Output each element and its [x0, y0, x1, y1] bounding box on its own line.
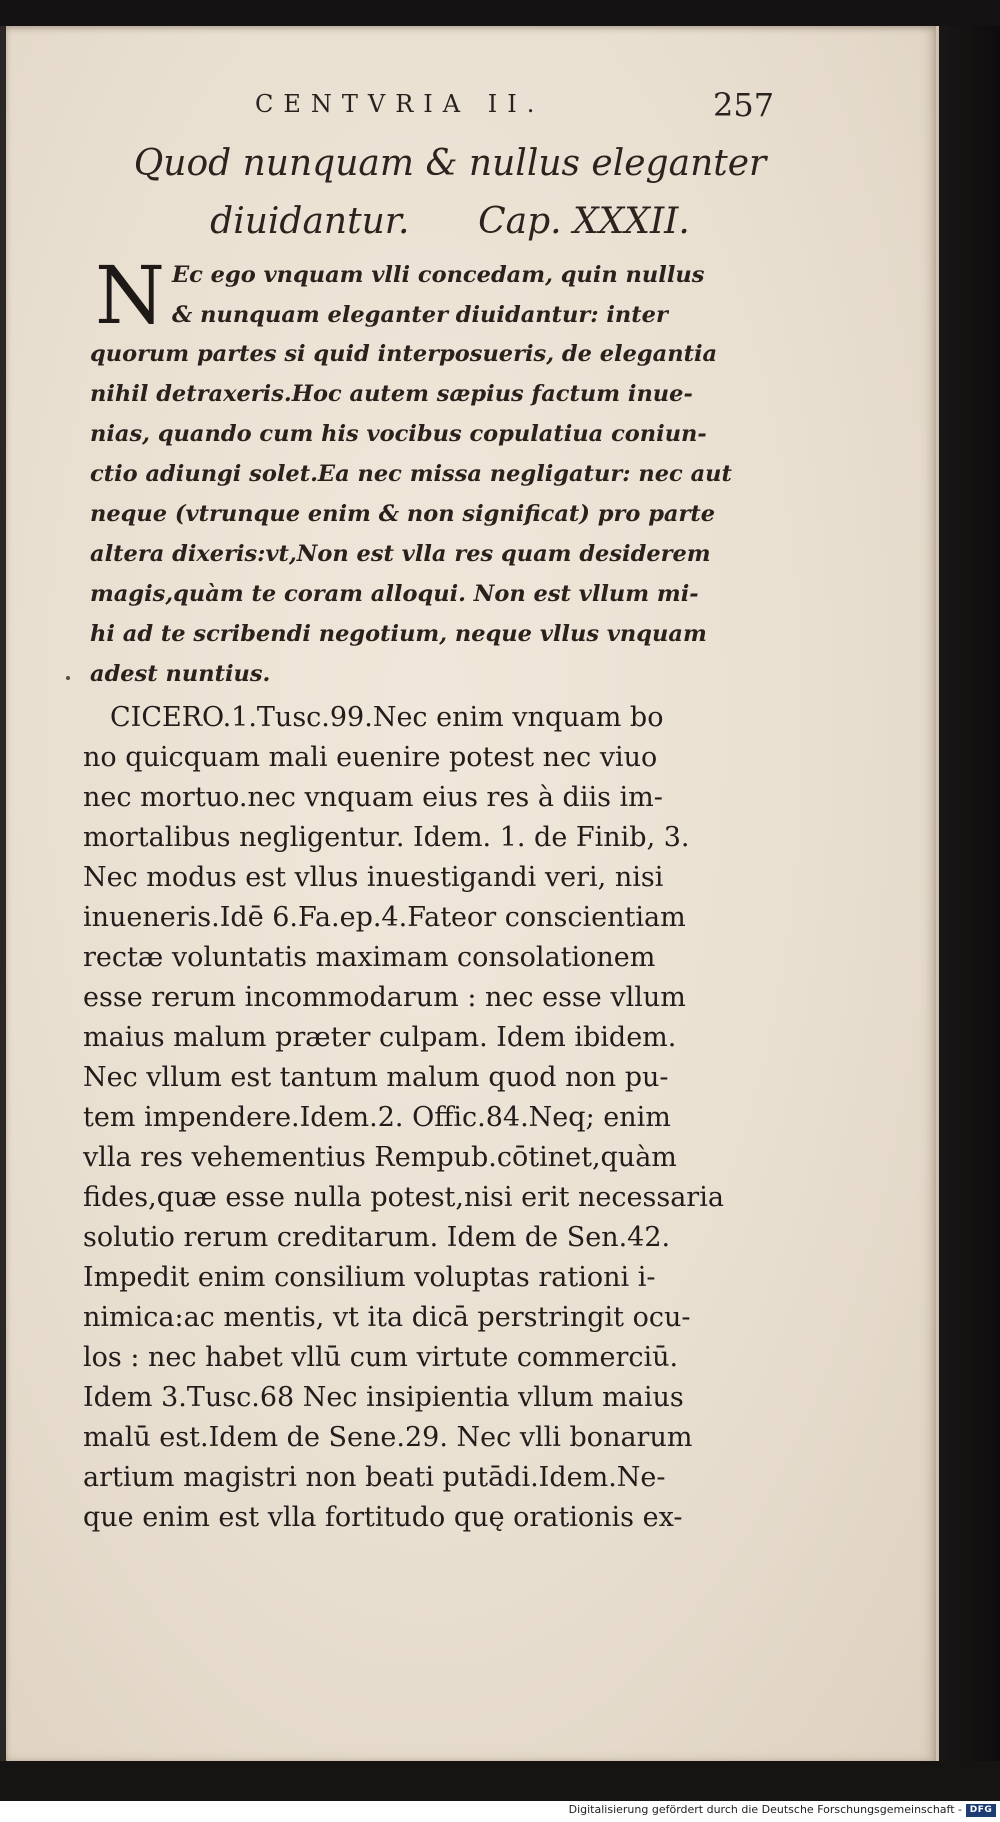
- italic-line: nihil detraxeris.Hoc autem sæpius factum inue-: [90, 381, 693, 407]
- chapter-title-line-1: Quod nunquam & nullus eleganter: [133, 143, 767, 184]
- roman-line: artium magistri non beati putādi.Idem.Ne-: [83, 1462, 666, 1493]
- roman-line: fides,quæ esse nulla potest,nisi erit necessaria: [83, 1182, 724, 1213]
- roman-line: Nec vllum est tantum malum quod non pu-: [83, 1062, 669, 1093]
- scan-bottom-edge: [0, 1761, 1000, 1801]
- chapter-title: [60, 135, 840, 251]
- roman-line: mortalibus negligentur. Idem. 1. de Finib, 3.: [83, 822, 690, 853]
- page-number: 257: [713, 86, 775, 124]
- roman-line: Nec modus est vllus inuestigandi veri, nisi: [83, 862, 664, 893]
- italic-line: hi ad te scribendi negotium, neque vllus vnquam: [90, 621, 707, 647]
- roman-line: rectæ voluntatis maximam consolationem: [83, 942, 656, 973]
- roman-line: inueneris.Idē 6.Fa.ep.4.Fateor conscientiam: [83, 902, 686, 933]
- italic-line: magis,quàm te coram alloqui. Non est vllum mi-: [90, 581, 699, 607]
- roman-line: tem impendere.Idem.2. Offic.84.Neq; enim: [83, 1102, 671, 1133]
- roman-line: Idem 3.Tusc.68 Nec insipientia vllum maius: [83, 1382, 684, 1413]
- roman-line: solutio rerum creditarum. Idem de Sen.42.: [83, 1222, 671, 1253]
- running-head: CENTVRIA II.: [255, 90, 545, 118]
- italic-line: & nunquam eleganter diuidantur: inter: [172, 302, 668, 328]
- chapter-title-line-2: diuidantur. Cap. XXXII.: [210, 201, 690, 242]
- italic-line: altera dixeris:vt,Non est vlla res quam desiderem: [90, 541, 711, 567]
- italic-line: quorum partes si quid interposueris, de elegantia: [90, 341, 718, 367]
- scan-top-edge: [0, 0, 1000, 26]
- roman-line: vlla res vehementius Rempub.cōtinet,quàm: [83, 1142, 677, 1173]
- italic-line: nias, quando cum his vocibus copulatiua coniun-: [90, 421, 707, 447]
- roman-line: nec mortuo.nec vnquam eius res à diis im-: [83, 782, 663, 813]
- margin-mark: [66, 676, 70, 680]
- roman-line: CICERO.1.Tusc.99.Nec enim vnquam bo: [110, 702, 664, 733]
- roman-line: maius malum præter culpam. Idem ibidem.: [83, 1022, 677, 1053]
- italic-line: neque (vtrunque enim & non significat) pro parte: [90, 501, 716, 527]
- dfg-logo: DFG: [966, 1804, 996, 1817]
- roman-line: Impedit enim consilium voluptas rationi i-: [83, 1262, 656, 1293]
- roman-line: los : nec habet vllū cum virtute commerciū.: [83, 1342, 679, 1373]
- roman-line: no quicquam mali euenire potest nec viuo: [83, 742, 658, 773]
- roman-line: que enim est vlla fortitudo quę orationis ex-: [83, 1502, 683, 1533]
- drop-cap: N: [95, 249, 165, 342]
- funding-credit: Digitalisierung gefördert durch die Deutsche Forschungsgemeinschaft -: [568, 1803, 962, 1816]
- italic-line: adest nuntius.: [90, 661, 271, 687]
- roman-line: esse rerum incommodarum : nec esse vllum: [83, 982, 686, 1013]
- italic-line: Ec ego vnquam vlli concedam, quin nullus: [172, 262, 705, 288]
- roman-line: nimica:ac mentis, vt ita dicā perstringit ocu-: [83, 1302, 691, 1333]
- italic-line: ctio adiungi solet.Ea nec missa negligatur: nec aut: [90, 461, 732, 487]
- roman-line: malū est.Idem de Sene.29. Nec vlli bonarum: [83, 1422, 693, 1453]
- scan-right-edge: [938, 26, 1000, 1801]
